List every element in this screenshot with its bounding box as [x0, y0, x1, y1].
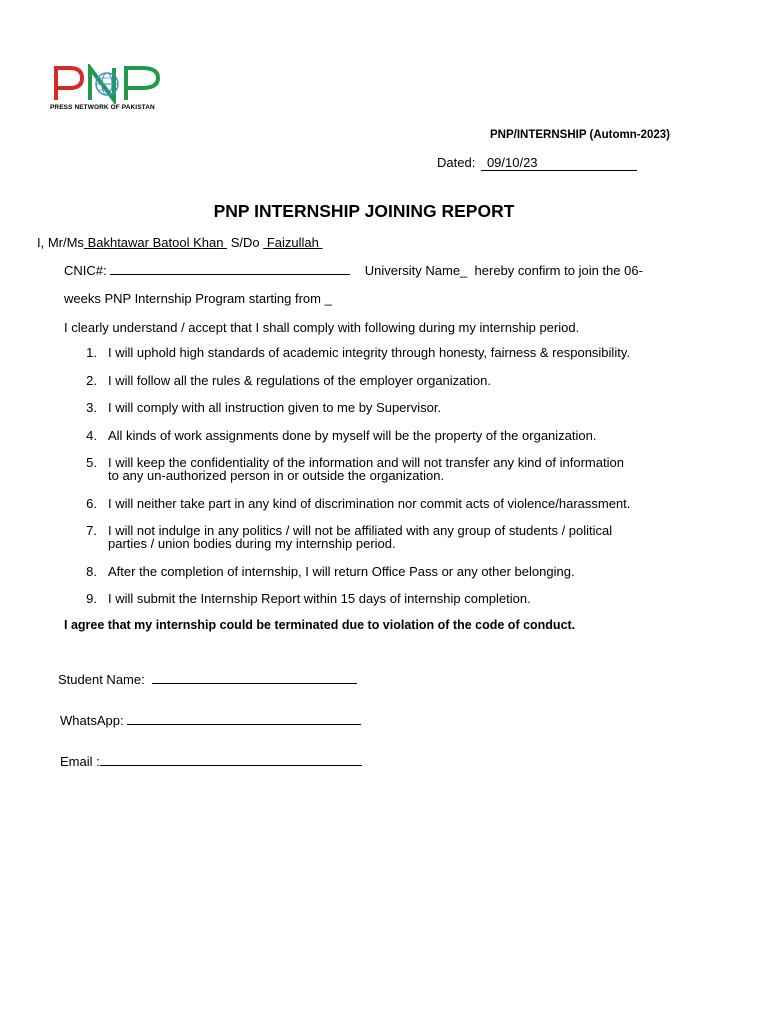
rule-item: 4. All kinds of work assignments done by myself will be the property of the organization. [86, 427, 597, 443]
student-name-label: Student Name: [58, 672, 145, 687]
relation-label: S/Do [230, 235, 260, 250]
father-name-value: Faizullah [266, 235, 319, 250]
dated-line [437, 155, 637, 171]
email-label: Email : [60, 754, 100, 769]
email-blank[interactable] [100, 753, 362, 766]
email-field [60, 753, 362, 769]
rule-item: 5. I will keep the confidentiality of the information and will not transfer any kind of information to any un-authorized person in or outside the organization. [86, 455, 624, 483]
cnic-line [64, 262, 643, 278]
student-name-field [58, 671, 357, 687]
whatsapp-blank[interactable] [127, 712, 361, 725]
logo-caption: PRESS NETWORK OF PAKISTAN [50, 104, 155, 111]
dated-label: Dated: [437, 155, 476, 170]
intro-prefix: I, Mr/Ms [37, 235, 84, 250]
student-name-blank[interactable] [152, 671, 357, 684]
rule-item: 3. I will comply with all instruction given to me by Supervisor. [86, 400, 442, 415]
confirm-text: hereby confirm to join the 06- [474, 263, 643, 278]
dated-value: 09/10/23 [481, 156, 637, 171]
understand-line: I clearly understand / accept that I shall comply with following during my internship period. [64, 320, 580, 335]
rule-item: 2. I will follow all the rules & regulations of the employer organization. [86, 372, 491, 388]
rules-list [83, 346, 683, 620]
page-title: PNP INTERNSHIP JOINING REPORT [213, 201, 515, 221]
reference-number: PNP/INTERNSHIP (Automn-2023) [490, 129, 670, 141]
cnic-blank [110, 262, 350, 275]
intro-line [37, 235, 323, 250]
agreement-statement: I agree that my internship could be terminated due to violation of the code of conduct. [64, 618, 576, 632]
pnp-logo-mark [50, 64, 165, 104]
rule-item: 7. I will not indulge in any politics / will not be affiliated with any group of students / political parties / union bodies during my internship period. [86, 523, 613, 551]
cnic-label: CNIC#: [64, 263, 107, 278]
rule-item: 8. After the completion of internship, I will return Office Pass or any other belonging. [86, 563, 575, 579]
student-name-value: Bakhtawar Batool Khan [87, 235, 224, 250]
whatsapp-label: WhatsApp: [60, 713, 124, 728]
weeks-line: weeks PNP Internship Program starting from _ [64, 291, 332, 306]
rule-item: 9. I will submit the Internship Report within 15 days of internship completion. [86, 591, 531, 606]
pnp-logo [50, 64, 170, 114]
university-label: University Name_ [364, 263, 468, 278]
rule-item: 1. I will uphold high standards of academic integrity through honesty, fairness & responsibility. [86, 345, 630, 360]
rule-item: 6. I will neither take part in any kind of discrimination nor commit acts of violence/harassment. [86, 495, 631, 511]
whatsapp-field [60, 712, 361, 728]
